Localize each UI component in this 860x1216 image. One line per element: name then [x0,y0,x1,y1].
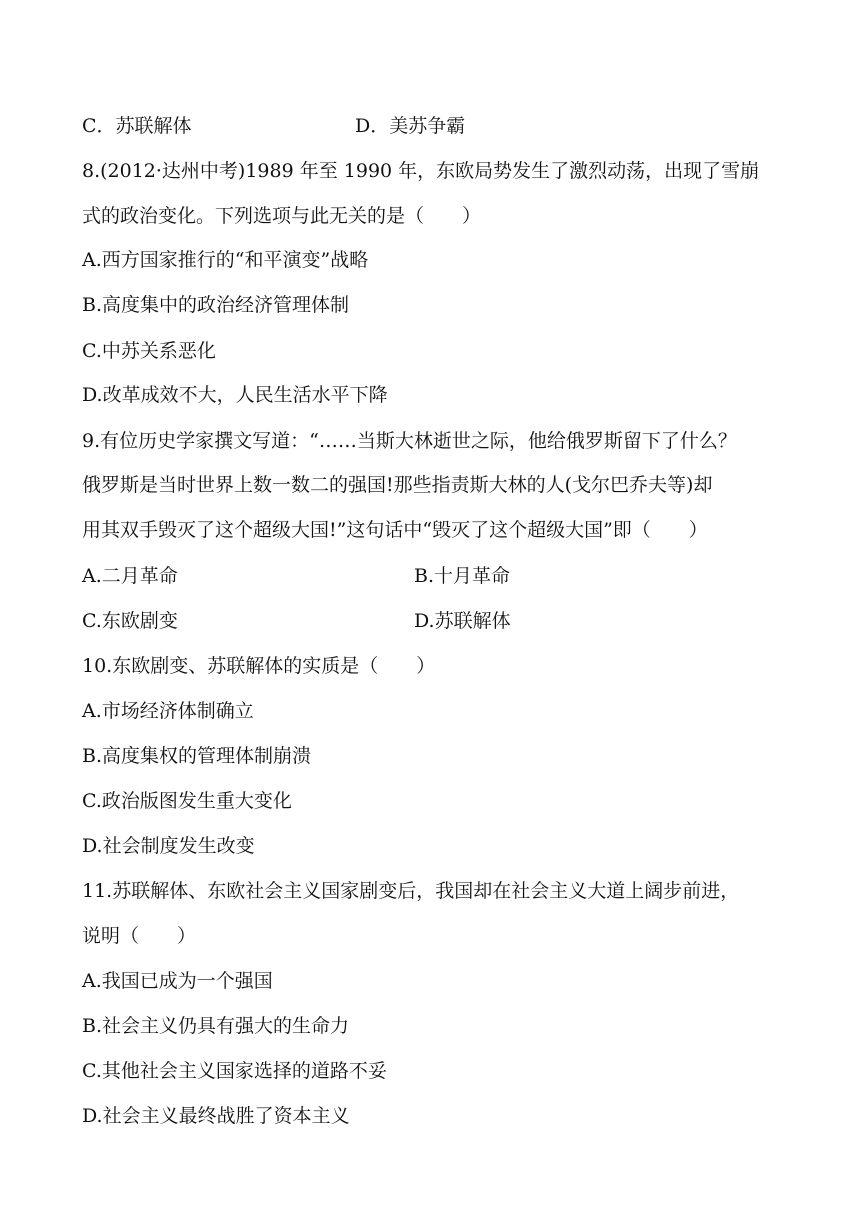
q10-option-d: D.社会制度发生改变 [82,835,255,857]
q10-stem-line1: 10.东欧剧变、苏联解体的实质是（ ） [82,655,436,677]
q11-option-c: C.其他社会主义国家选择的道路不妥 [82,1060,387,1082]
q10-option-a: A.市场经济体制确立 [82,700,254,722]
q8-option-b: B.高度集中的政治经济管理体制 [82,294,350,316]
q7-option-d: D．美苏争霸 [355,115,466,137]
q9-stem-line3: 用其双手毁灭了这个超级大国!”这句话中“毁灭了这个超级大国”即（ ） [82,519,708,541]
q7-option-c: C．苏联解体 [82,115,192,137]
q9-option-b: B.十月革命 [414,565,511,587]
q8-option-d: D.改革成效不大，人民生活水平下降 [82,384,388,406]
q11-stem-line2: 说明（ ） [82,925,197,947]
q8-stem-line2: 式的政治变化。下列选项与此无关的是（ ） [82,205,482,227]
q9-option-d: D.苏联解体 [414,610,511,632]
q8-stem-line1: 8.(2012·达州中考)1989 年至 1990 年，东欧局势发生了激烈动荡，出现了雪崩 [82,160,760,182]
q10-option-b: B.高度集权的管理体制崩溃 [82,745,312,767]
q10-option-c: C.政治版图发生重大变化 [82,790,292,812]
q11-option-d: D.社会主义最终战胜了资本主义 [82,1105,350,1127]
q11-option-b: B.社会主义仍具有强大的生命力 [82,1015,350,1037]
q9-option-a: A.二月革命 [82,565,178,587]
q9-stem-line1: 9.有位历史学家撰文写道：“……当斯大林逝世之际，他给俄罗斯留下了什么？ [82,430,737,452]
q11-stem-line1: 11.苏联解体、东欧社会主义国家剧变后，我国却在社会主义大道上阔步前进， [82,880,740,902]
q9-stem-line2: 俄罗斯是当时世界上数一数二的强国!那些指责斯大林的人(戈尔巴乔夫等)却 [82,474,713,496]
q8-option-c: C.中苏关系恶化 [82,340,216,362]
q8-option-a: A.西方国家推行的“和平演变”战略 [82,249,369,271]
q9-option-c: C.东欧剧变 [82,610,178,632]
q11-option-a: A.我国已成为一个强国 [82,970,273,992]
